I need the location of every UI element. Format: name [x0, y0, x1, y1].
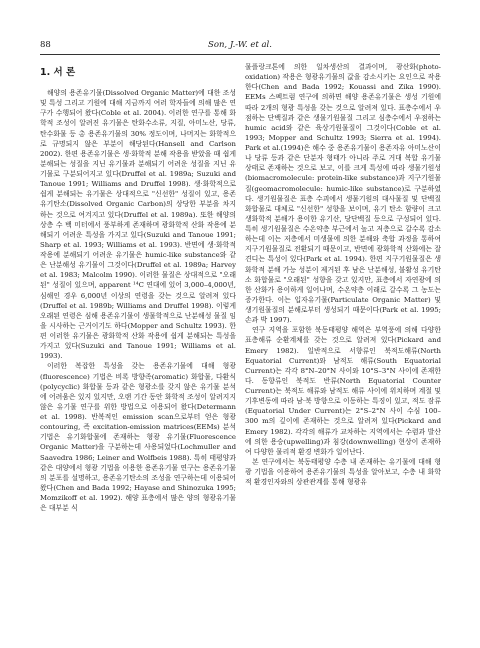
- body-paragraph: 연구 지역을 포함한 북동태평양 해역은 부역풍에 의해 다양한 표층해류 순환계체를 갖는 것으로 알려져 있다(Pickard and Emery 1982). 일반적으로 서향류인 북적도해류(North Equatorial Current)와 남적도 해류(South Equatorial Current)는 각각 8°N–20°N 사이와 10°S–3°N 사이에 존재한다. 동향류인 북적도 반류(North Equatorial Counter Current)는 북적도 해류와 남적도 해류 사이에 위치하며 계절 및 기후변동에 따라 남·북 방향으로 이동하는 특징이 있고, 적도 잠류(Equatorial Under Current)는 2°S–2°N 사이 수심 100–300 m의 깊이에 존재하는 것으로 알려져 있다(Pickard and Emery 1982). 각각의 해류가 교차하는 지역에서는 수렴과 발산에 의한 용승(upwelling)과 침강(downwelling) 현상이 존재하여 다양한 물리적 환경 변화가 일어난다.: [245, 326, 441, 456]
- section-heading: 1. 서 론: [40, 67, 76, 78]
- body-paragraph: 물플랑크톤에 의한 일차생산의 결과이며, 광산화(photo-oxidation) 작용은 형광유기물의 값을 감소시키는 요인으로 작용한다(Chen and Bada 1992; Kouassi and Zika 1990). EEMs 스펙트럼 연구에 의하면 해양 용존유기물은 생성 기원에 따라 2개의 형광 특성을 갖는 것으로 알려져 있다. 표층수에서 우점하는 단백질과 같은 생물기원물질 그리고 심층수에서 우점하는 humic acid와 같은 육상기원물질이 그것이다(Coble et al. 1993; Mopper and Schultz 1993; Sierra et al. 1994). Park et al.(1994)은 해수 중 용존유기물이 용존자유 아미노산이나 당류 등과 같은 단분자 형태가 아니라 주로 거대 복합 유기물 상태로 존재하는 것으로 보고, 이를 크게 특성에 따라 생물기원성(biomacromolecule: protein-like substance)과 지구기원물질(geomacromolecule: humic-like substance)로 구분하였다. 생기원물질은 표층 수괴에서 생물기원의 대사물질 및 단백질 화합물로 대체로 "신선한" 성향을 보이며, 유기 탄소 함량이 크고 생화학적 분해가 용이한 유기산, 당단백질 등으로 구성되어 있다. 특히 생기원물질은 수온약층 부근에서 높고 저층으로 갈수록 감소하는데 이는 저층에서 미생물에 의한 분해와 축합 과정을 통하여 지구기원물질로 전환되기 때문이고, 반면에 광화학적 산화에는 잘 견디는 특성이 있다(Park et al. 1994). 한편 지구기원물질은 생화학적 분해 가능 성분이 제거된 후 남은 난분해성, 불활성 유기탄소 화합물로 "오래된" 성향을 갖고 있지만, 표층에서 자연광에 의한 산화가 용이하게 일어나며, 수온약층 이래로 갈수록 그 농도는 증가한다. 이는 입자유기물(Particulate Organic Matter) 및 생기원물질의 분해로부터 생성되기 때문이다(Park et al. 1995; 손과 박 1997).: [245, 63, 441, 325]
- running-head: Son, J.-W. et al.: [208, 40, 272, 50]
- body-paragraph: 해양의 용존유기물(Dissolved Organic Matter)에 대한 조성 및 특성 그리고 기원에 대해 지금까지 여러 학자들에 의해 많은 연구가 수행되어 왔다(Coble et al. 2004). 이러한 연구를 통해 화학적 조성이 알려진 유기물은 탄화수소류, 지질, 아미노산, 당류, 탄수화물 등 총 용존유기물의 30% 정도이며, 나머지는 화학적으로 규명되지 않은 부분이 해당된다(Hansell and Carlson 2002). 한편 용존유기물은 생·화학적 분해 작용을 받았을 때 쉽게 분해되는 성질을 지닌 유기물과 분해되기 어려운 성질을 지닌 유기물로 구분되어지고 있다(Druffel et al. 1989a; Suzuki and Tanoue 1991; Williams and Druffel 1998). 생·화학적으로 쉽게 분해되는 유기물은 상대적으로 "신선한" 성질이 있고, 용존유기탄소(Dissolved Organic Carbon)의 상당한 부분을 차지하는 것으로 여겨지고 있다(Druffel et al. 1989a). 또한 해양의 상층 수 백 미터에서 풍부하게 존재하며 광화학적 산화 작용에 분해되기 어려운 특성을 가지고 있다(Suzuki and Tanoue 1991; Sharp et al. 1993; Williams et al. 1993). 반면에 생·화학적 작용에 분해되기 어려운 유기물은 humic-like substance와 같은 난분해성 유기물이 그것이다(Druffel et al. 1989a; Harvey et al. 1983; Malcolm 1990). 이러한 물질은 상대적으로 "오래된" 성질이 있으며, apparent ¹⁴C 연대에 있어 3,000–4,000년, 심해인 경우 6,000년 이상의 연령을 갖는 것으로 알려져 있다(Druffel et al. 1989b; Williams and Druffel 1998). 이렇게 오래된 연령은 심해 용존유기물이 생물학적으로 난분해성 물질 임을 시사하는 근거이기도 하다(Mopper and Schultz 1993). 한편 이러한 유기물은 광화학적 산화 작용에 쉽게 분해되는 특성을 가지고 있다(Suzuki and Tanoue 1991; Williams et al. 1993).: [40, 89, 236, 361]
- body-paragraph: 본 연구에서는 북동태평양 수층 내 존재하는 유기물에 대해 형광 기법을 이용하여 용존유기물의 특성을 알아보고, 수층 내 화학적 환경인자와의 상관관계를 통해 형광유: [245, 457, 441, 487]
- page-header: [40, 38, 440, 52]
- body-paragraph: 이러한 복잡한 특성을 갖는 용존유기물에 대해 형광(fluorescence) 기법은 비록 방향족(aromatic) 화합물, 다환식(polycyclic) 화합물 등과 같은 형광소를 갖지 않은 유기물 분석에 어려움은 있지 있지만, 오랜 기간 동안 화학적 조성이 알려지지 않은 유기물 연구를 위한 방법으로 이용되어 왔다(Determann et al. 1998). 반복적인 emission scan으로부터 얻은 형광 contouring, 즉 excitation-emission matrices(EEMs) 분석 기법은 유기화합물에 존재하는 형광 유기물(Fluorescence Organic Matter)을 구분하는데 사용되었다(Lochmuller and Saavedra 1986; Leiner and Wolfbeis 1988). 특히 태평양과 같은 대양에서 형광 기법을 이용한 용존유기물 연구는 용존유기물의 분포를 설명하고, 용존유기탄소의 조성을 연구하는데 이용되어 왔다(Chen and Bada 1992; Hayase and Shinozuka 1995; Momzikoff et al. 1992). 해양 표층에서 많은 양의 형광유기물은 대부분 식: [40, 362, 236, 513]
- left-column: [40, 62, 236, 624]
- page-number: 88: [40, 40, 51, 50]
- right-column: [245, 62, 441, 624]
- header-rule: [40, 54, 440, 55]
